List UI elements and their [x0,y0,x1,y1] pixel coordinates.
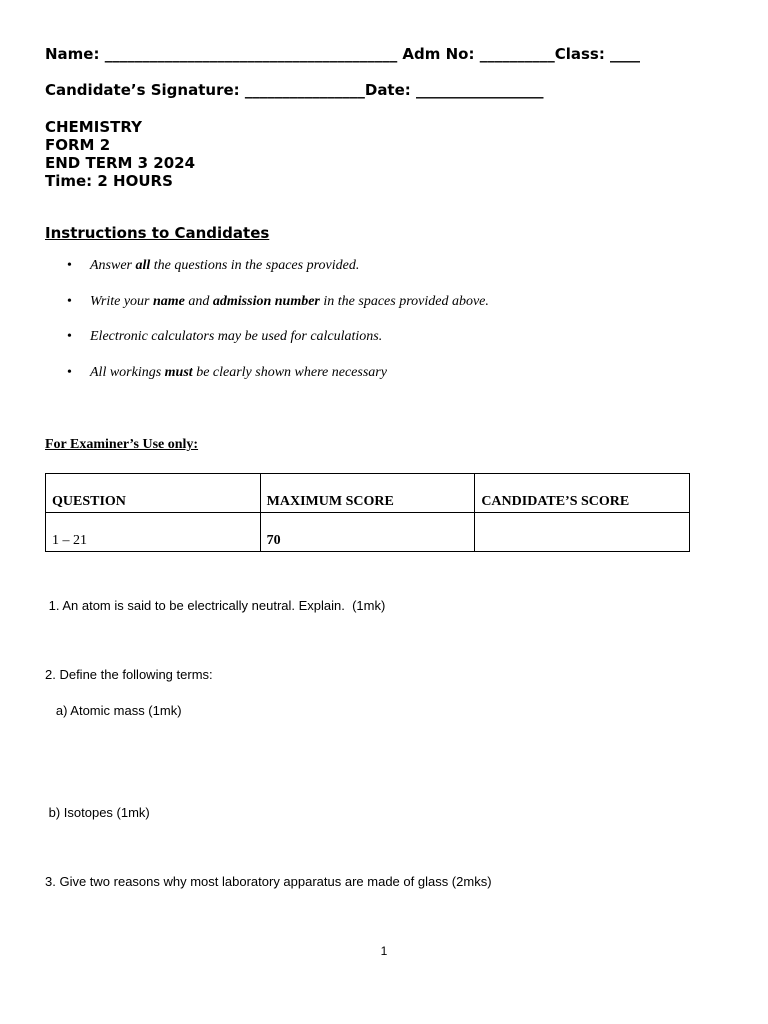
question-2b: b) Isotopes (1mk) [45,805,150,820]
signature-date-line: Candidate’s Signature: ________________Date: _________________ [45,81,544,99]
column-header-max-score: MAXIMUM SCORE [260,474,475,513]
form-title: FORM 2 [45,136,111,154]
column-header-candidate-score: CANDIDATE’S SCORE [475,474,690,513]
instruction-text: be clearly shown where necessary [192,364,387,380]
instruction-text: All workings [90,364,165,380]
max-score-cell: 70 [260,513,475,552]
candidate-score-cell[interactable] [475,513,690,552]
subject-title: CHEMISTRY [45,118,142,136]
bullet-icon: • [67,364,72,380]
instruction-emphasis: admission number [212,293,320,309]
examiner-score-table [45,473,690,552]
time-title: Time: 2 HOURS [45,172,173,190]
instruction-emphasis: all [135,258,151,273]
instructions-heading: Instructions to Candidates [45,224,270,242]
question-2: 2. Define the following terms: [45,667,213,682]
table-header-row [46,474,690,513]
bullet-icon: • [67,329,72,344]
instruction-text: Electronic calculators may be used for calculations. [90,329,383,344]
table-row [46,513,690,552]
term-title: END TERM 3 2024 [45,154,196,172]
instruction-text: Answer [90,258,136,273]
question-1: 1. An atom is said to be electrically neutral. Explain. (1mk) [45,598,386,613]
examiner-heading: For Examiner’s Use only: [45,437,199,452]
instruction-emphasis: must [164,364,193,380]
instruction-emphasis: name [153,293,185,309]
instruction-text: Write your [90,293,153,309]
question-range-cell: 1 – 21 [46,513,261,552]
column-header-question: QUESTION [46,474,261,513]
page-number: 1 [380,944,388,958]
bullet-icon: • [67,293,72,309]
question-2a: a) Atomic mass (1mk) [45,703,182,718]
exam-title-block [45,118,195,190]
question-3: 3. Give two reasons why most laboratory apparatus are made of glass (2mks) [45,874,492,889]
instruction-text: in the spaces provided above. [319,293,489,309]
instruction-text: and [184,293,213,309]
instruction-text: the questions in the spaces provided. [150,258,360,273]
bullet-icon: • [67,258,72,273]
name-adm-class-line: Name: _______________________________________ Adm No: __________Class: ____ [45,45,641,63]
